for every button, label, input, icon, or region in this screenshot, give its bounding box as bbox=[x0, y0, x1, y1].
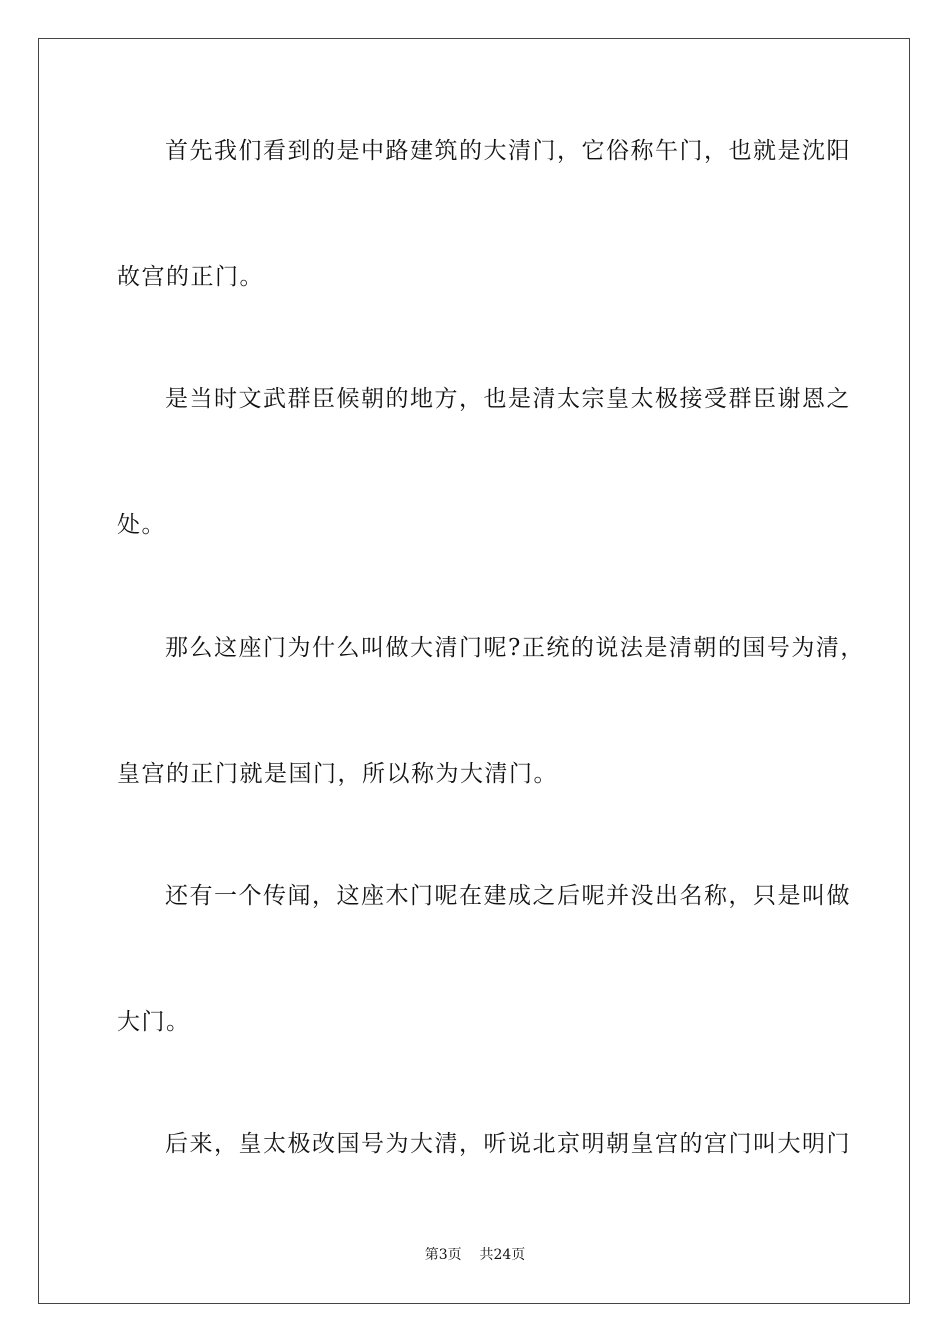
paragraph-4-line-1: 还有一个传闻，这座木门呢在建成之后呢并没出名称，只是叫做 bbox=[165, 883, 851, 909]
paragraph-2-line-1: 是当时文武群臣候朝的地方，也是清太宗皇太极接受群臣谢恩之 bbox=[165, 386, 851, 412]
paragraph-2-line-2: 处。 bbox=[117, 512, 166, 538]
paragraph-4-line-2: 大门。 bbox=[117, 1009, 191, 1035]
page-border bbox=[38, 38, 910, 1304]
page-number-footer: 第3页 共24页 bbox=[424, 1247, 526, 1263]
paragraph-1-line-2: 故宫的正门。 bbox=[117, 264, 264, 290]
paragraph-1-line-1: 首先我们看到的是中路建筑的大清门，它俗称午门，也就是沈阳 bbox=[165, 138, 851, 164]
paragraph-3-line-1: 那么这座门为什么叫做大清门呢?正统的说法是清朝的国号为清， bbox=[165, 635, 865, 661]
paragraph-3-line-2: 皇宫的正门就是国门，所以称为大清门。 bbox=[117, 761, 558, 787]
paragraph-5-line-1: 后来，皇太极改国号为大清，听说北京明朝皇宫的宫门叫大明门 bbox=[165, 1131, 851, 1157]
